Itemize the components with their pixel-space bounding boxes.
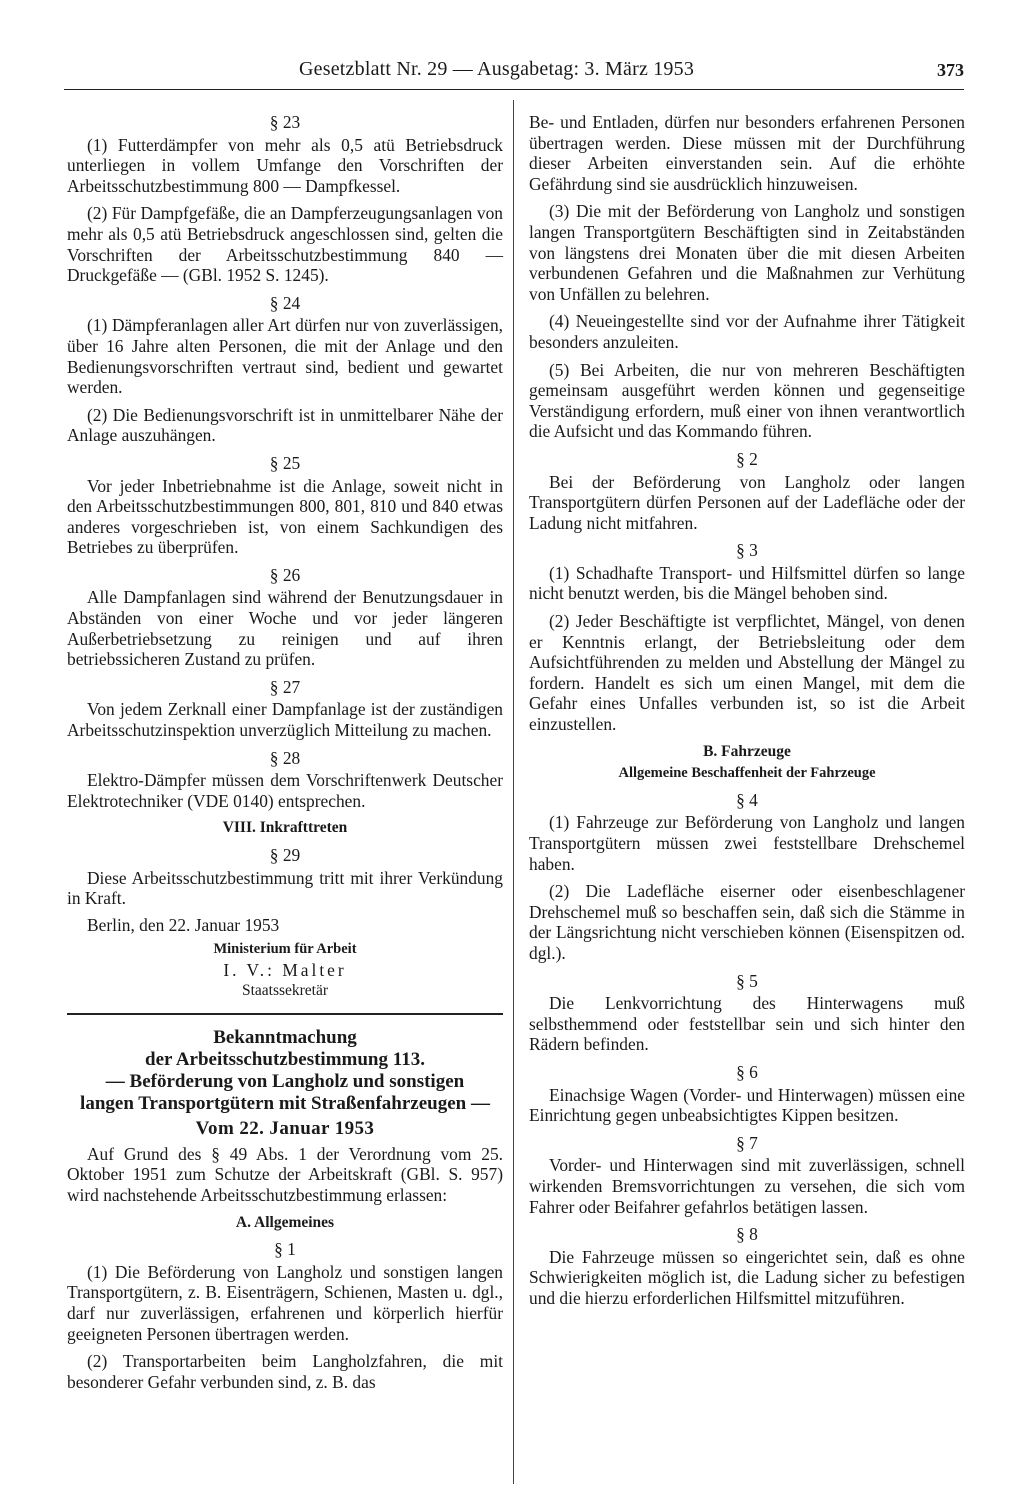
notice-date: Vom 22. Januar 1953 bbox=[195, 1118, 375, 1140]
place-date: Berlin, den 22. Januar 1953 bbox=[87, 914, 280, 935]
paragraph: (2) Transportarbeiten beim Langholzfahren, die mit besonderer Gefahr verbunden sind, z. B. das bbox=[67, 1351, 503, 1392]
paragraph: Bei der Beförderung von Langholz oder langen Transportgütern dürfen Personen auf der Ladefläche oder der Ladung nicht mitfahren. bbox=[529, 471, 965, 533]
paragraph: Auf Grund des § 49 Abs. 1 der Verordnung vom 25. Oktober 1951 zum Schutze der Arbeitskraft (GBl. S. 957) wird nachstehende Arbeitsschutzbestimmung erlassen: bbox=[67, 1143, 503, 1205]
section-heading: § 1 bbox=[274, 1239, 296, 1260]
paragraph: (5) Bei Arbeiten, die nur von mehreren Beschäftigten gemeinsam ausgeführt werden können und gegenseitige Verständigung erfordern, muß einer von ihnen verantwortlich die Aufsicht und das Kommando führen. bbox=[529, 359, 965, 442]
paragraph: (2) Für Dampfgefäße, die an Dampferzeugungsanlagen von mehr als 0,5 atü Betriebsdruck angeschlossen sind, gelten die Vorschriften der Arbeitsschutzbestimmung 840 — Druckgefäße — (GBl. 1952 S. 1245). bbox=[67, 203, 503, 286]
notice-title-line: langen Transportgütern mit Straßenfahrzeugen — bbox=[80, 1093, 490, 1115]
chapter-heading: VIII. Inkrafttreten bbox=[222, 819, 348, 837]
paragraph: Elektro-Dämpfer müssen dem Vorschriftenwerk Deutscher Elektrotechniker (VDE 0140) entsprechen. bbox=[67, 770, 503, 811]
paragraph: Die Lenkvorrichtung des Hinterwagens muß selbsthemmend oder feststellbar sein und sich hinter den Rädern befinden. bbox=[529, 993, 965, 1055]
paragraph: (1) Dämpferanlagen aller Art dürfen nur von zuverlässigen, über 16 Jahre alten Personen, die mit der Anlage und den Bedienungsvorschriften vertraut sind, bedient und gewartet werden. bbox=[67, 315, 503, 398]
chapter-heading: B. Fahrzeuge bbox=[703, 742, 791, 760]
page-number: 373 bbox=[937, 60, 964, 80]
signature: I. V.: Malter bbox=[223, 959, 347, 980]
header-rule bbox=[64, 89, 964, 90]
subchapter-heading: Allgemeine Beschaffenheit der Fahrzeuge bbox=[618, 765, 876, 782]
ministry-name: Ministerium für Arbeit bbox=[213, 941, 357, 958]
paragraph: (4) Neueingestellte sind vor der Aufnahme ihrer Tätigkeit besonders anzuleiten. bbox=[529, 311, 965, 352]
section-heading: § 27 bbox=[269, 676, 301, 697]
paragraph: (3) Die mit der Beförderung von Langholz und sonstigen langen Transportgütern Beschäftigten sind in Zeitabständen von längstens drei Monaten über die mit diesen Arbeiten verbundenen Gefahren und die Maßnahmen zur Verhütung von Unfällen zu belehren. bbox=[529, 201, 965, 304]
section-heading: § 3 bbox=[736, 540, 758, 561]
section-rule bbox=[67, 1013, 503, 1015]
notice-title-line: der Arbeitsschutzbestimmung 113. bbox=[145, 1049, 425, 1071]
paragraph: (1) Die Beförderung von Langholz und sonstigen langen Transportgütern, z. B. Eisenträgern, Schienen, Masten u. dgl., darf nur zuverlässigen, erfahrenen und körperlich hierfür geeigneten Personen übertragen werden. bbox=[67, 1261, 503, 1344]
section-heading: § 8 bbox=[736, 1224, 758, 1245]
page-header bbox=[64, 54, 964, 90]
section-heading: § 25 bbox=[269, 452, 301, 473]
header-title: Gesetzblatt Nr. 29 — Ausgabetag: 3. März 1953 bbox=[299, 58, 695, 80]
paragraph: Vorder- und Hinterwagen sind mit zuverlässigen, schnell wirkenden Bremsvorrichtungen zu versehen, die sich vom Fahrer oder Beifahrer gefahrlos betätigen lassen. bbox=[529, 1155, 965, 1217]
paragraph: Die Fahrzeuge müssen so eingerichtet sein, daß es ohne Schwierigkeiten möglich ist, die Ladung sicher zu befestigen und die hierzu erforderlichen Hilfsmittel mitzuführen. bbox=[529, 1246, 965, 1308]
notice-title-line: Bekanntmachung bbox=[213, 1027, 357, 1049]
section-heading: § 2 bbox=[736, 448, 758, 469]
section-heading: § 6 bbox=[736, 1061, 758, 1082]
section-heading: § 23 bbox=[269, 112, 301, 132]
signatory-role: Staatssekretär bbox=[241, 981, 329, 999]
section-heading: § 26 bbox=[269, 564, 301, 585]
paragraph: (2) Die Ladefläche eiserner oder eisenbeschlagener Drehschemel muß so beschaffen sein, daß sich die Stämme in der Längsrichtung nicht verschieben können (Eisenspitzen od. dgl.). bbox=[529, 881, 965, 963]
paragraph: Vor jeder Inbetriebnahme ist die Anlage, soweit nicht in den Arbeitsschutzbestimmungen 800, 801, 810 und 840 etwas anderes vorgeschrieben ist, von einem Sachkundigen des Betriebes zu überprüfen. bbox=[67, 475, 503, 558]
left-column bbox=[67, 112, 503, 1399]
paragraph: Diese Arbeitsschutzbestimmung tritt mit ihrer Verkündung in Kraft. bbox=[67, 867, 503, 909]
right-column bbox=[529, 112, 965, 1315]
section-heading: § 29 bbox=[269, 845, 301, 865]
paragraph: (1) Fahrzeuge zur Beförderung von Langholz und langen Transportgütern müssen zwei feststellbare Drehschemel haben. bbox=[529, 812, 965, 874]
section-heading: § 4 bbox=[736, 789, 758, 810]
paragraph: Alle Dampfanlagen sind während der Benutzungsdauer in Abständen von einer Woche und vor jeder längeren Außerbetriebsetzung zu reinigen und auf ihren betriebssicheren Zustand zu prüfen. bbox=[67, 587, 503, 670]
paragraph: Be- und Entladen, dürfen nur besonders erfahrenen Personen übertragen werden. Diese müssen mit der Durchführung dieser Arbeiten einverstanden sein. Auf die erhöhte Gefährdung sind sie ausdrücklich hinzuweisen. bbox=[529, 112, 965, 194]
paragraph: (2) Jeder Beschäftigte ist verpflichtet, Mängel, von denen er Kenntnis erlangt, der Betriebsleitung oder dem Aufsichtführenden zu melden und Abstellung der Mängel zu fordern. Handelt es sich um einen Mangel, mit dem die Gefahr eines Unfalles verbunden ist, so ist die Arbeit einzustellen. bbox=[529, 611, 965, 735]
paragraph: (1) Futterdämpfer von mehr als 0,5 atü Betriebsdruck unterliegen in vollem Umfange den Vorschriften der Arbeitsschutzbestimmung 800 — Dampfkessel. bbox=[67, 134, 503, 196]
column-divider bbox=[513, 100, 514, 1484]
paragraph: (2) Die Bedienungsvorschrift ist in unmittelbarer Nähe der Anlage auszuhängen. bbox=[67, 404, 503, 446]
paragraph: (1) Schadhafte Transport- und Hilfsmittel dürfen so lange nicht benutzt werden, bis die Mängel behoben sind. bbox=[529, 562, 965, 604]
section-heading: § 7 bbox=[736, 1132, 758, 1153]
section-heading: § 24 bbox=[269, 292, 301, 313]
section-heading: § 5 bbox=[736, 970, 758, 991]
paragraph: Von jedem Zerknall einer Dampfanlage ist der zuständigen Arbeitsschutzinspektion unverzüglich Mitteilung zu machen. bbox=[67, 699, 503, 741]
chapter-heading: A. Allgemeines bbox=[235, 1213, 335, 1231]
paragraph: Einachsige Wagen (Vorder- und Hinterwagen) müssen eine Einrichtung gegen unbeabsichtigtes Kippen besitzen. bbox=[529, 1084, 965, 1126]
section-heading: § 28 bbox=[269, 747, 301, 768]
notice-title-line: — Beförderung von Langholz und sonstigen bbox=[105, 1071, 465, 1093]
